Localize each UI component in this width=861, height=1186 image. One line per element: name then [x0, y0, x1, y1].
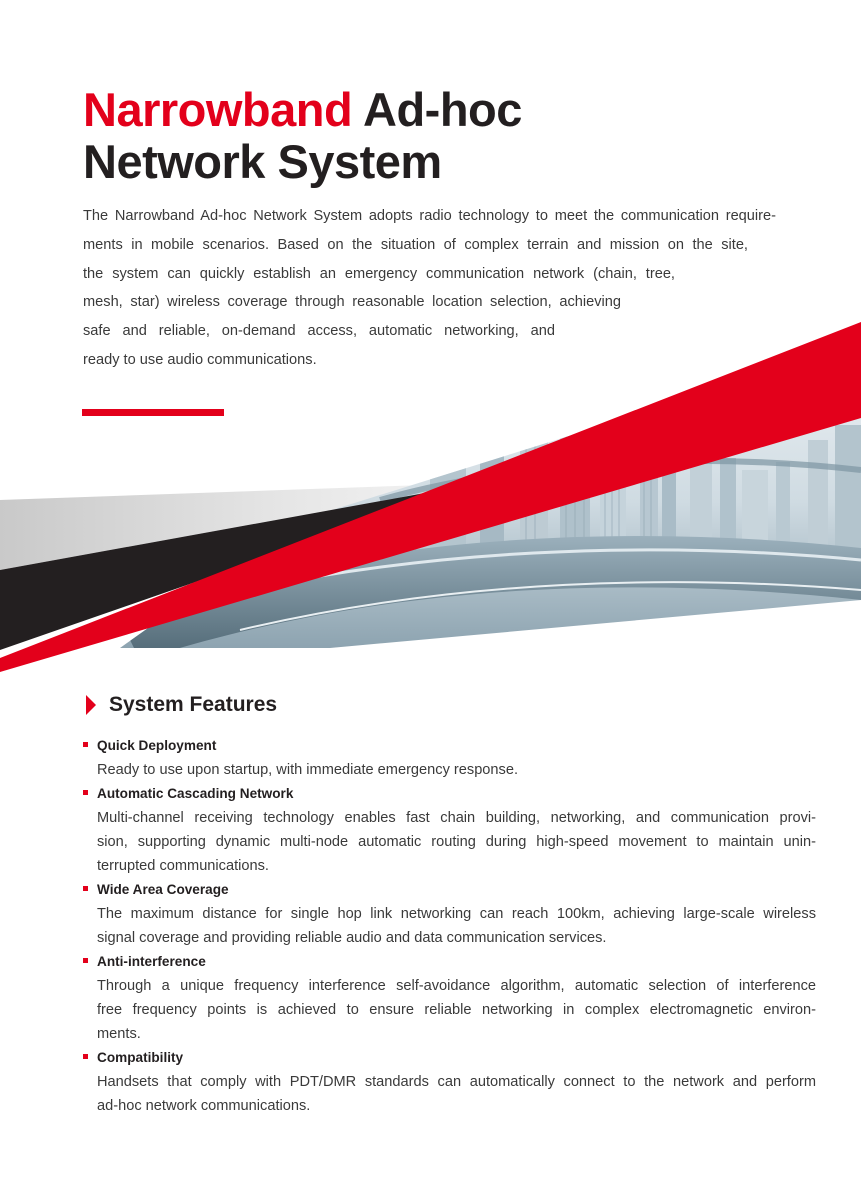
feature-line: Ready to use upon startup, with immediate emergency response. [97, 762, 519, 778]
intro-line: ready to use audio communications. [83, 351, 317, 368]
feature-item [83, 878, 816, 950]
feature-line: sion, supporting dynamic multi-node automatic routing during high-speed movement to maintain unin- [97, 834, 816, 850]
feature-line: Through a unique frequency interference self-avoidance algorithm, automatic selection of interference [97, 978, 816, 994]
feature-description [97, 902, 816, 950]
feature-description [97, 806, 816, 878]
bullet-square-icon [83, 742, 88, 747]
feature-item [83, 950, 816, 1046]
intro-line: the system can quickly establish an emergency communication network (chain, tree, [83, 265, 675, 282]
intro-line: The Narrowband Ad-hoc Network System adopts radio technology to meet the communication require- [83, 208, 776, 224]
page-title [83, 84, 522, 188]
intro-line: mesh, star) wireless coverage through reasonable location selection, achieving [83, 294, 621, 311]
feature-name: Compatibility [97, 1050, 184, 1065]
feature-name: Wide Area Coverage [97, 882, 229, 897]
intro-line: ments in mobile scenarios. Based on the situation of complex terrain and mission on the site, [83, 236, 748, 253]
feature-line: ments. [97, 1026, 141, 1042]
intro-line: safe and reliable, on-demand access, automatic networking, and [83, 323, 555, 340]
feature-description [97, 1070, 816, 1118]
bullet-square-icon [83, 790, 88, 795]
red-divider [82, 409, 224, 416]
feature-description [97, 974, 816, 1046]
feature-line: signal coverage and providing reliable audio and data communication services. [97, 930, 607, 946]
feature-item [83, 734, 816, 782]
intro-paragraph [83, 202, 776, 375]
section-heading [86, 690, 277, 720]
feature-name: Automatic Cascading Network [97, 786, 294, 801]
title-line2: Network System [83, 135, 442, 188]
feature-line: Handsets that comply with PDT/DMR standards can automatically connect to the network and perform [97, 1074, 816, 1090]
feature-list [83, 734, 816, 1118]
feature-item [83, 1046, 816, 1118]
feature-name: Quick Deployment [97, 738, 217, 753]
feature-line: The maximum distance for single hop link networking can reach 100km, achieving large-scale wireless [97, 906, 816, 922]
bullet-square-icon [83, 886, 88, 891]
section-heading-text: System Features [109, 693, 278, 716]
triangle-marker-icon [86, 695, 96, 715]
feature-line: terrupted communications. [97, 858, 269, 874]
bullet-square-icon [83, 1054, 88, 1059]
bullet-square-icon [83, 958, 88, 963]
title-accent: Narrowband [83, 83, 353, 136]
feature-name: Anti-interference [97, 954, 206, 969]
feature-description [97, 758, 816, 782]
title-line1-rest: Ad-hoc [352, 83, 522, 136]
feature-line: Multi-channel receiving technology enables fast chain building, networking, and communication provi- [97, 810, 816, 826]
feature-line: free frequency points is achieved to ensure reliable networking in complex electromagnetic environ- [97, 1002, 816, 1018]
feature-line: ad-hoc network communications. [97, 1098, 311, 1114]
feature-item [83, 782, 816, 878]
